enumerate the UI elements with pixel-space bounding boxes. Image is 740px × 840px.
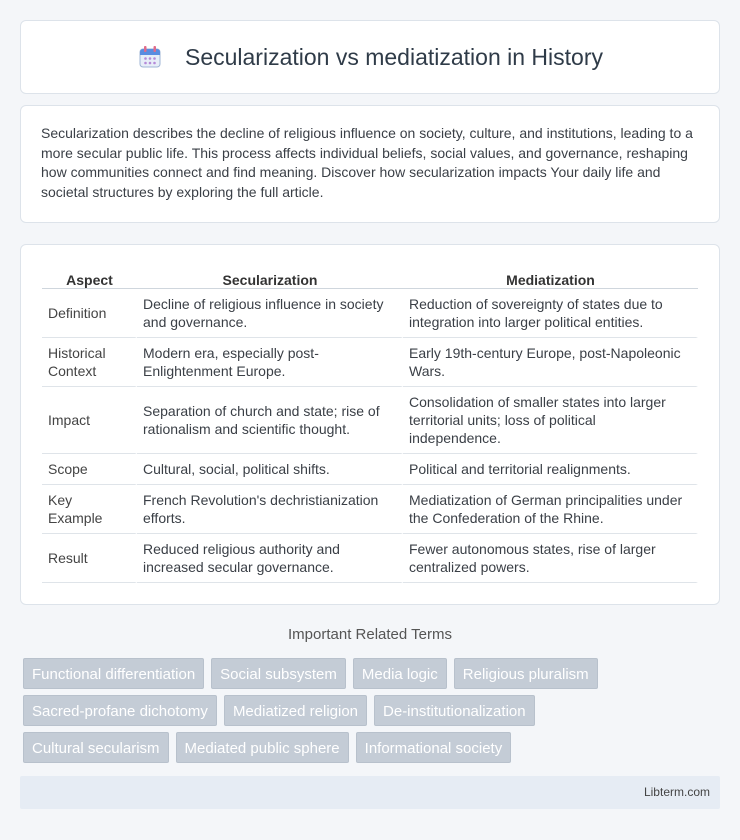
tag-row (23, 732, 723, 763)
table-row (42, 485, 698, 534)
row-secularization: French Revolution's dechristianization efforts. (137, 485, 403, 534)
intro-card (20, 105, 720, 223)
row-secularization: Modern era, especially post-Enlightenment Europe. (137, 338, 403, 387)
tag-cultural-secularism[interactable]: Cultural secularism (23, 732, 169, 763)
tag-sacred-profane-dichotomy[interactable]: Sacred-profane dichotomy (23, 695, 217, 726)
row-secularization: Cultural, social, political shifts. (137, 454, 403, 485)
row-secularization: Decline of religious influence in society and governance. (137, 289, 403, 338)
row-mediatization: Early 19th-century Europe, post-Napoleonic Wars. (403, 338, 698, 387)
table-row (42, 534, 698, 583)
row-aspect: Impact (42, 387, 137, 454)
tag-row (23, 695, 723, 726)
row-secularization: Separation of church and state; rise of rationalism and scientific thought. (137, 387, 403, 454)
tag-social-subsystem[interactable]: Social subsystem (211, 658, 346, 689)
header-aspect: Aspect (42, 267, 137, 289)
calendar-icon (137, 44, 163, 70)
table-row (42, 387, 698, 454)
row-aspect: Key Example (42, 485, 137, 534)
header-mediatization: Mediatization (403, 267, 698, 289)
tag-de-institutionalization[interactable]: De-institutionalization (374, 695, 535, 726)
table-row (42, 338, 698, 387)
row-aspect: Scope (42, 454, 137, 485)
row-mediatization: Consolidation of smaller states into larger territorial units; loss of political independence. (403, 387, 698, 454)
intro-text: Secularization describes the decline of religious influence on society, culture, and institutions, leading to a more secular public life. This process affects individual beliefs, social values, and governance, reshaping how communities connect and find meaning. Discover how secularization impacts Your daily life and societal structures by exploring the full article. (41, 125, 693, 200)
tag-mediatized-religion[interactable]: Mediatized religion (224, 695, 367, 726)
row-mediatization: Political and territorial realignments. (403, 454, 698, 485)
row-mediatization: Mediatization of German principalities under the Confederation of the Rhine. (403, 485, 698, 534)
footer-site-link[interactable]: Libterm.com (643, 785, 710, 799)
header-secularization: Secularization (137, 267, 403, 289)
tag-mediated-public-sphere[interactable]: Mediated public sphere (176, 732, 349, 763)
tag-functional-differentiation[interactable]: Functional differentiation (23, 658, 204, 689)
page-title (137, 44, 603, 71)
table-row (42, 454, 698, 485)
related-terms-heading: Important Related Terms (288, 626, 452, 643)
table-header-row (42, 267, 698, 289)
tag-religious-pluralism[interactable]: Religious pluralism (454, 658, 598, 689)
tag-informational-society[interactable]: Informational society (356, 732, 512, 763)
comparison-table (42, 267, 698, 583)
row-mediatization: Fewer autonomous states, rise of larger centralized powers. (403, 534, 698, 583)
table-row (42, 289, 698, 338)
tag-row (23, 658, 723, 689)
related-terms (23, 658, 723, 769)
title-text: Secularization vs mediatization in History (184, 43, 603, 70)
footer (20, 776, 720, 809)
title-card (20, 20, 720, 94)
row-aspect: Definition (42, 289, 137, 338)
row-aspect: Result (42, 534, 137, 583)
comparison-table-card (20, 244, 720, 605)
row-secularization: Reduced religious authority and increased secular governance. (137, 534, 403, 583)
row-aspect: Historical Context (42, 338, 137, 387)
row-mediatization: Reduction of sovereignty of states due to integration into larger political entities. (403, 289, 698, 338)
tag-media-logic[interactable]: Media logic (353, 658, 447, 689)
